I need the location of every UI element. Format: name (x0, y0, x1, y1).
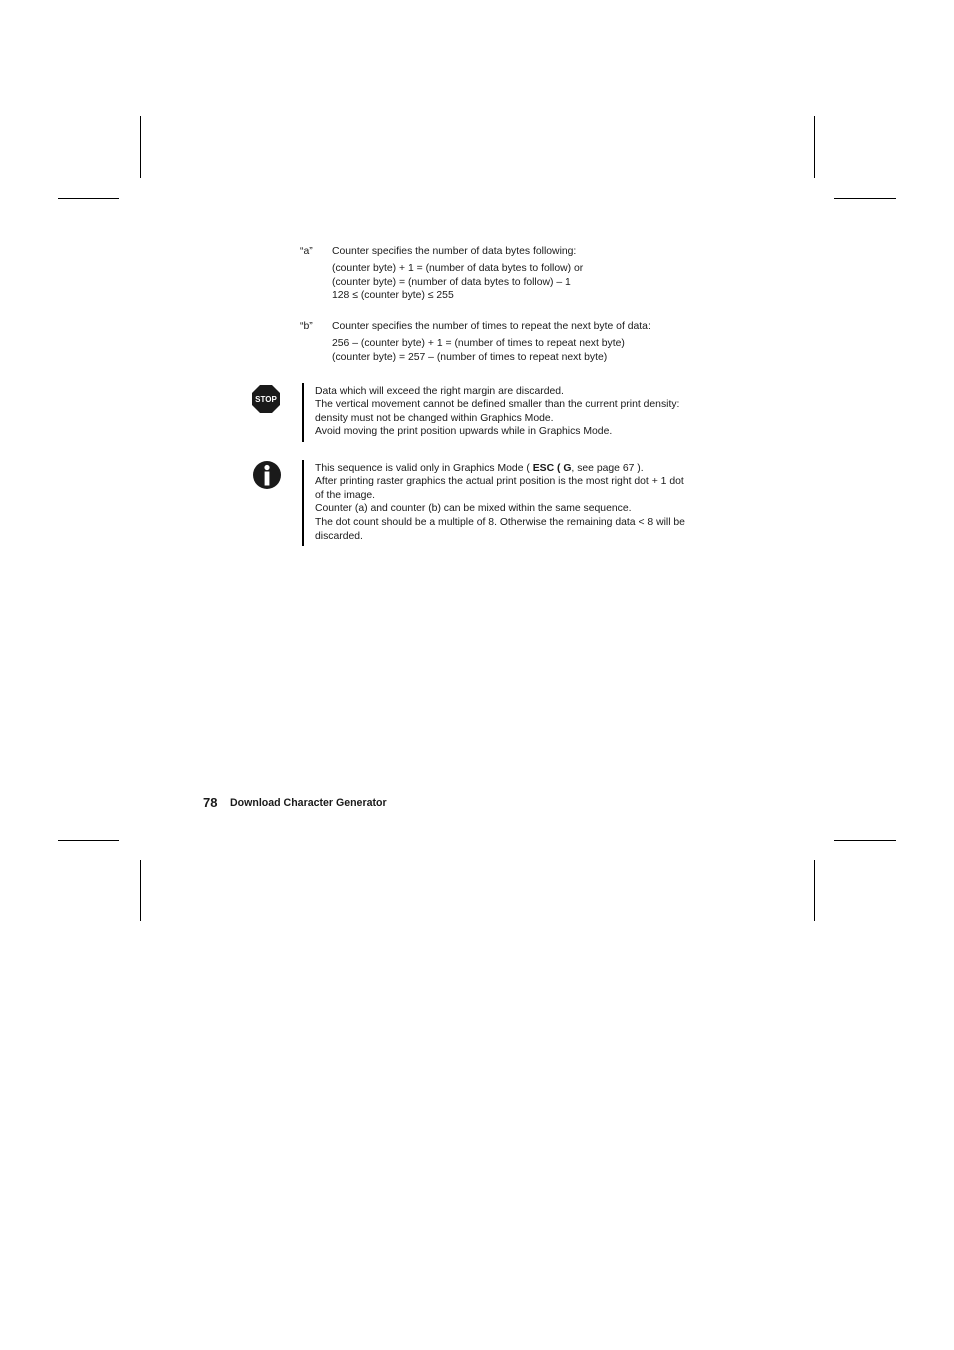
counter-b-heading: Counter specifies the number of times to repeat the next byte of data: (332, 321, 651, 332)
info-note-line: Counter (a) and counter (b) can be mixed within the same sequence. (315, 503, 632, 514)
crop-mark-bottom-left-v (140, 860, 141, 921)
note-divider (302, 383, 304, 442)
crop-mark-top-left-v (140, 116, 141, 178)
counter-a-line: 128 ≤ (counter byte) ≤ 255 (332, 290, 454, 301)
crop-mark-top-right-h (834, 198, 896, 199)
info-note-line: of the image. (315, 490, 376, 501)
info-note-line-1: This sequence is valid only in Graphics Mode ( ESC ( G, see page 67 ). (315, 463, 644, 474)
crop-mark-bottom-left-h (58, 840, 119, 841)
info-icon (252, 460, 282, 490)
crop-mark-bottom-right-h (834, 840, 896, 841)
counter-a-line: (counter byte) + 1 = (number of data bytes to follow) or (332, 263, 584, 274)
stop-note-line: density must not be changed within Graphics Mode. (315, 413, 554, 424)
counter-a-label: “a” (300, 246, 313, 257)
info-note-line: discarded. (315, 531, 363, 542)
info-note-line: After printing raster graphics the actual print position is the most right dot + 1 dot (315, 476, 684, 487)
counter-a-line: (counter byte) = (number of data bytes to follow) – 1 (332, 277, 571, 288)
stop-note-line: The vertical movement cannot be defined smaller than the current print density: (315, 399, 680, 410)
stop-note-line: Data which will exceed the right margin are discarded. (315, 386, 564, 397)
stop-sign-icon (251, 384, 281, 414)
counter-b-label: “b” (300, 321, 313, 332)
crop-mark-top-left-h (58, 198, 119, 199)
section-title: Download Character Generator (230, 797, 387, 809)
crop-mark-top-right-v (814, 116, 815, 178)
stop-note-line: Avoid moving the print position upwards while in Graphics Mode. (315, 426, 613, 437)
counter-b-line: 256 – (counter byte) + 1 = (number of times to repeat next byte) (332, 338, 625, 349)
crop-mark-bottom-right-v (814, 860, 815, 921)
info-note-line: The dot count should be a multiple of 8. Otherwise the remaining data < 8 will be (315, 517, 685, 528)
counter-b-line: (counter byte) = 257 – (number of times to repeat next byte) (332, 352, 608, 363)
esc-g-command: ESC ( G (532, 463, 572, 474)
note-divider (302, 460, 304, 546)
counter-a-heading: Counter specifies the number of data bytes following: (332, 246, 577, 257)
svg-text:STOP: STOP (255, 395, 277, 404)
page-number: 78 (203, 795, 218, 810)
